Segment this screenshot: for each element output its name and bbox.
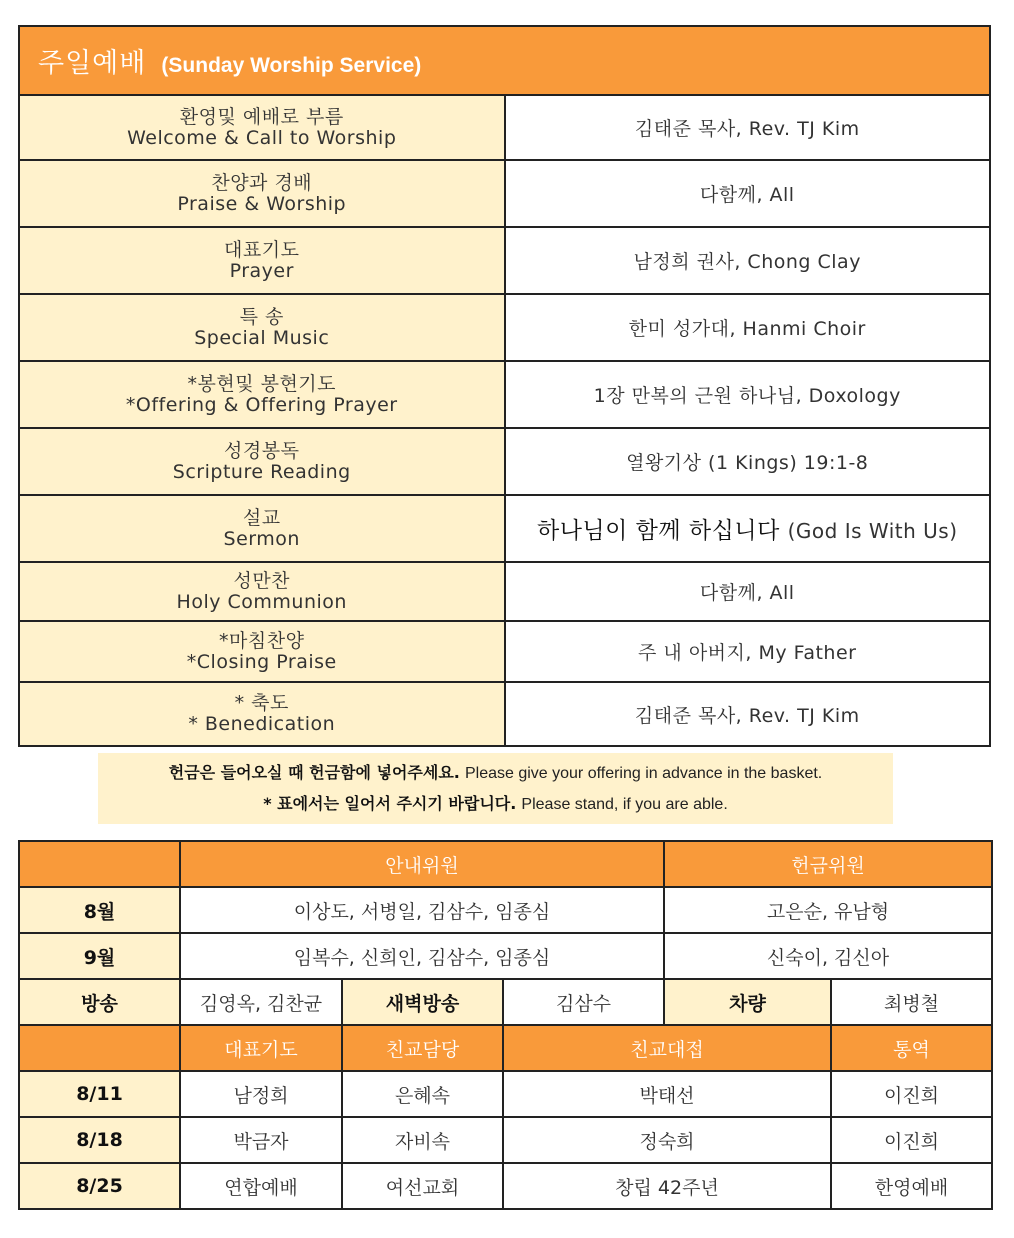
table-row <box>19 1071 992 1117</box>
table-row <box>19 933 992 979</box>
order-label-ko: 설교 <box>242 506 281 529</box>
order-row <box>19 361 990 428</box>
order-value: 다함께, All <box>505 160 991 227</box>
interpret-header: 통역 <box>831 1025 992 1071</box>
order-row <box>19 95 990 160</box>
order-row <box>19 682 990 746</box>
order-label <box>19 428 505 495</box>
table-row <box>19 887 992 933</box>
hosting-header: 친교대접 <box>503 1025 831 1071</box>
sermon-title-ko: 하나님이 함께 하십니다 <box>536 518 780 544</box>
order-label-en: * Benedication <box>188 713 336 735</box>
dawn-broadcast-value: 김삼수 <box>503 979 664 1025</box>
ushers-cell: 이상도, 서병일, 김삼수, 임종심 <box>180 887 664 933</box>
order-label-ko: 찬양과 경배 <box>211 171 313 194</box>
offering-header: 헌금위원 <box>664 841 992 887</box>
order-value: 주 내 아버지, My Father <box>505 621 991 682</box>
fellowship-header: 친교담당 <box>342 1025 503 1071</box>
prayer-cell: 박금자 <box>180 1117 342 1163</box>
month-label: 9월 <box>19 933 180 979</box>
order-row <box>19 621 990 682</box>
order-value: 다함께, All <box>505 562 991 621</box>
dawn-broadcast-label: 새벽방송 <box>342 979 503 1025</box>
order-label-en: Prayer <box>229 259 294 282</box>
hosting-cell: 창립 42주년 <box>503 1163 831 1209</box>
order-label-ko: *봉현및 봉현기도 <box>187 372 337 395</box>
notice-ko: * 표에서는 일어서 주시기 바랍니다. <box>263 794 517 813</box>
fellowship-cell: 자비속 <box>342 1117 503 1163</box>
fellowship-cell: 여선교회 <box>342 1163 503 1209</box>
order-label <box>19 160 505 227</box>
ushers-cell: 임복수, 신희인, 김삼수, 임종심 <box>180 933 664 979</box>
notice-en: Please give your offering in advance in the basket. <box>464 765 823 782</box>
order-label-ko: 환영및 예배로 부름 <box>179 105 344 128</box>
order-label <box>19 621 505 682</box>
order-label-ko: *마침찬양 <box>219 629 305 652</box>
order-label-ko: 특 송 <box>239 305 284 328</box>
interpret-cell: 이진희 <box>831 1117 992 1163</box>
order-value: 한미 성가대, Hanmi Choir <box>505 294 991 361</box>
sermon-title-en: (God Is With Us) <box>787 519 958 543</box>
date-label: 8/25 <box>19 1163 180 1209</box>
order-label-ko: 성만찬 <box>233 569 291 592</box>
order-label-en: *Closing Praise <box>186 650 337 673</box>
table-row <box>19 1117 992 1163</box>
order-row <box>19 562 990 621</box>
sermon-title <box>505 495 991 562</box>
interpret-cell: 한영예배 <box>831 1163 992 1209</box>
table-row <box>19 841 992 887</box>
notice-line <box>98 758 893 789</box>
prayer-header: 대표기도 <box>180 1025 342 1071</box>
car-value: 최병철 <box>831 979 992 1025</box>
month-label: 8월 <box>19 887 180 933</box>
ushers-header: 안내위원 <box>180 841 664 887</box>
prayer-cell: 남정희 <box>180 1071 342 1117</box>
date-label: 8/11 <box>19 1071 180 1117</box>
notice-box <box>98 753 893 824</box>
notice-en: Please stand, if you are able. <box>521 796 728 813</box>
order-label <box>19 562 505 621</box>
broadcast-value: 김영옥, 김찬균 <box>180 979 342 1025</box>
worship-title <box>19 26 990 95</box>
order-row <box>19 160 990 227</box>
worship-table <box>18 25 991 747</box>
date-label: 8/18 <box>19 1117 180 1163</box>
order-label-ko: 성경봉독 <box>224 439 300 462</box>
order-label <box>19 361 505 428</box>
fellowship-cell: 은혜속 <box>342 1071 503 1117</box>
header-cell <box>19 841 180 887</box>
notice-ko: 헌금은 들어오실 때 헌금함에 넣어주세요. <box>168 763 460 782</box>
order-label-ko: * 축도 <box>234 692 289 714</box>
order-label <box>19 682 505 746</box>
order-row <box>19 495 990 562</box>
order-row <box>19 294 990 361</box>
order-label <box>19 95 505 160</box>
order-label-en: Welcome & Call to Worship <box>127 126 397 149</box>
notice-line <box>98 789 893 820</box>
order-value: 김태준 목사, Rev. TJ Kim <box>505 682 991 746</box>
car-label: 차량 <box>664 979 831 1025</box>
order-label-en: Sermon <box>223 527 300 550</box>
order-label <box>19 495 505 562</box>
order-label-en: Special Music <box>194 326 330 349</box>
header-cell <box>19 1025 180 1071</box>
hosting-cell: 정숙희 <box>503 1117 831 1163</box>
order-value: 김태준 목사, Rev. TJ Kim <box>505 95 991 160</box>
prayer-cell: 연합예배 <box>180 1163 342 1209</box>
offering-cell: 신숙이, 김신아 <box>664 933 992 979</box>
table-row <box>19 1163 992 1209</box>
order-value: 남정희 권사, Chong Clay <box>505 227 991 294</box>
table-row <box>19 979 992 1025</box>
offering-cell: 고은순, 유남형 <box>664 887 992 933</box>
order-row <box>19 428 990 495</box>
table-row <box>19 1025 992 1071</box>
volunteer-table <box>18 840 993 1210</box>
worship-title-ko: 주일예배 <box>38 48 147 79</box>
order-label <box>19 294 505 361</box>
order-value: 1장 만복의 근원 하나님, Doxology <box>505 361 991 428</box>
broadcast-label: 방송 <box>19 979 180 1025</box>
order-label-en: *Offering & Offering Prayer <box>125 393 398 416</box>
order-label <box>19 227 505 294</box>
order-value: 열왕기상 (1 Kings) 19:1-8 <box>505 428 991 495</box>
hosting-cell: 박태선 <box>503 1071 831 1117</box>
order-label-ko: 대표기도 <box>224 238 300 261</box>
order-label-en: Praise & Worship <box>177 192 347 215</box>
interpret-cell: 이진희 <box>831 1071 992 1117</box>
order-row <box>19 227 990 294</box>
worship-title-en: (Sunday Worship Service) <box>161 54 422 77</box>
order-label-en: Scripture Reading <box>172 460 351 483</box>
order-label-en: Holy Communion <box>176 590 347 613</box>
